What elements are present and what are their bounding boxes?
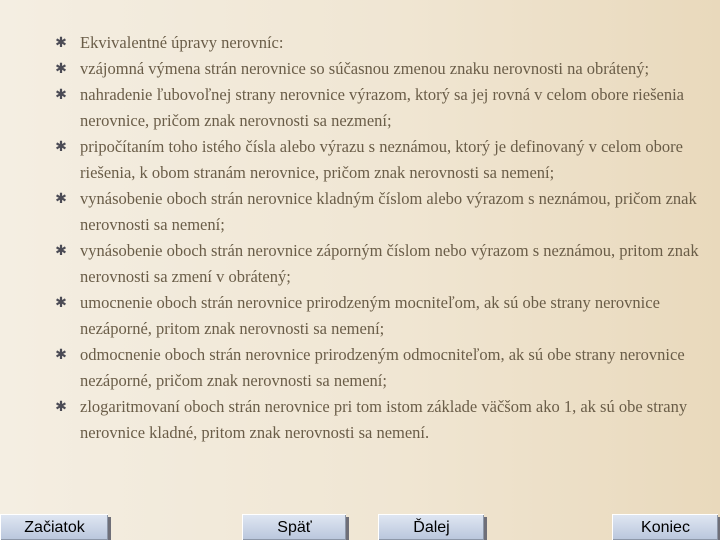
list-item-text: vynásobenie oboch strán nerovnice kladným číslom alebo výrazom s neznámou, pričom znak nerovnosti sa nemení; [80,189,697,234]
list-item [52,134,712,186]
asterisk-bullet-icon: ✱ [55,87,67,103]
end-button[interactable]: Koniec [612,514,718,540]
list-item-text: nahradenie ľubovoľnej strany nerovnice výrazom, ktorý sa jej rovná v celom obore riešenia nerovnice, pričom znak nerovnosti sa nezmení; [80,85,684,130]
list-item-text: umocnenie oboch strán nerovnice prirodzeným mocniteľom, ak sú obe strany nerovnice nezáporné, pritom znak nerovnosti sa nemení; [80,293,660,338]
back-button[interactable]: Späť [242,514,346,540]
inequality-transformations-list [52,30,712,446]
list-item-text: zlogaritmovaní oboch strán nerovnice pri tom istom základe väčšom ako 1, ak sú obe strany nerovnice kladné, pritom znak nerovnosti sa nemení. [80,397,688,442]
asterisk-bullet-icon: ✱ [55,347,67,363]
list-item [52,82,712,134]
list-item-text: odmocnenie oboch strán nerovnice prirodzeným odmocniteľom, ak sú obe strany nerovnice nezáporné, pričom znak nerovnosti sa nemení; [80,345,685,390]
list-item [52,290,712,342]
start-button[interactable]: Začiatok [0,514,108,540]
list-item [52,186,712,238]
list-item [52,342,712,394]
asterisk-bullet-icon: ✱ [55,295,67,311]
list-item [52,238,712,290]
list-item-text: vynásobenie oboch strán nerovnice záporným číslom nebo výrazom s neznámou, pritom znak nerovnosti sa zmení v obrátený; [80,241,699,286]
asterisk-bullet-icon: ✱ [55,35,67,51]
list-item [52,30,712,56]
list-item [52,394,712,446]
asterisk-bullet-icon: ✱ [55,399,67,415]
next-button[interactable]: Ďalej [378,514,484,540]
asterisk-bullet-icon: ✱ [55,191,67,207]
asterisk-bullet-icon: ✱ [55,61,67,77]
asterisk-bullet-icon: ✱ [55,139,67,155]
asterisk-bullet-icon: ✱ [55,243,67,259]
list-item-text: vzájomná výmena strán nerovnice so súčasnou zmenou znaku nerovnosti na obrátený; [80,59,650,78]
list-item [52,56,712,82]
list-item-text: pripočítaním toho istého čísla alebo výrazu s neznámou, ktorý je definovaný v celom obore riešenia, k obom stranám nerovnice, pričom znak nerovnosti sa nemení; [80,137,683,182]
list-item-text: Ekvivalentné úpravy nerovníc: [80,33,284,52]
